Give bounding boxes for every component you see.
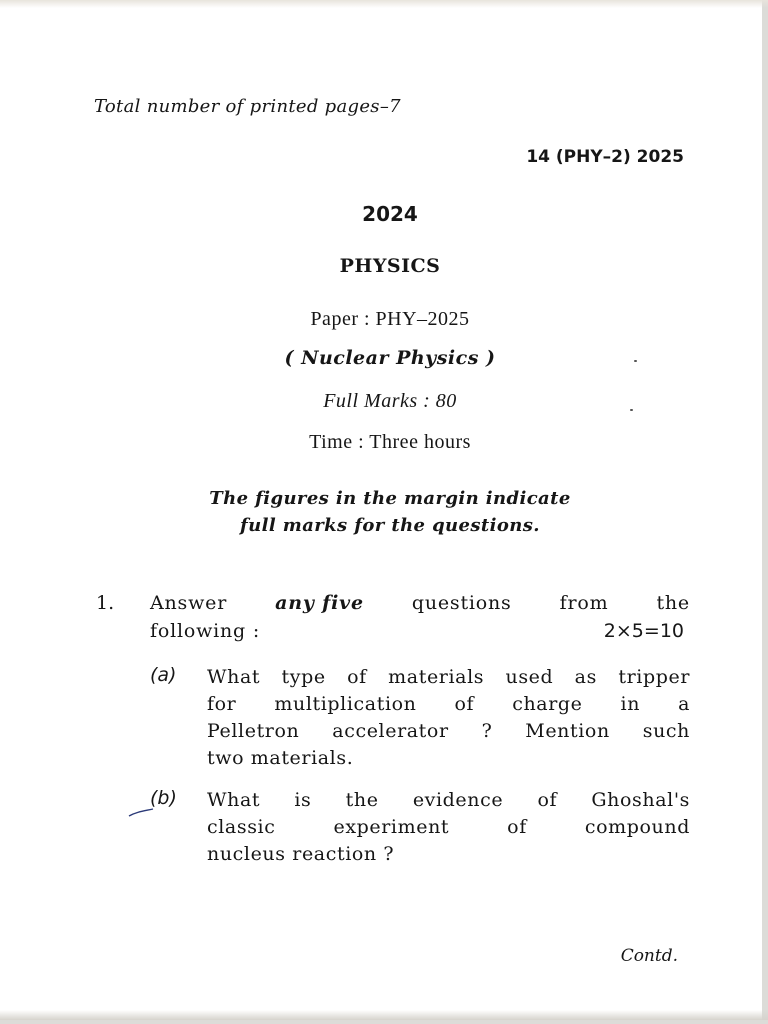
- page-top-shadow: [0, 0, 768, 8]
- question-number: 1.: [96, 592, 115, 614]
- stem-word: from: [559, 592, 609, 614]
- subquestion-a-line: two materials.: [207, 747, 354, 769]
- question-stem-line-2: following :: [150, 620, 261, 642]
- paper-speck: [634, 360, 637, 362]
- time-allowed: Time : Three hours: [309, 431, 471, 453]
- instructions: [0, 485, 768, 539]
- stem-prefix: Answer: [150, 592, 228, 614]
- question-stem-line-1: [150, 592, 690, 614]
- subject-heading: PHYSICS: [339, 255, 441, 277]
- subquestion-a-line: for multiplication of charge in a: [207, 693, 690, 715]
- instruction-line-1: The figures in the margin indicate: [209, 488, 571, 509]
- continued-note: Contd.: [620, 946, 678, 966]
- exam-year: 2024: [362, 202, 418, 226]
- subquestion-a-text: [207, 664, 690, 772]
- subquestion-b-line: nucleus reaction ?: [207, 843, 395, 865]
- subquestion-b-line: classic experiment of compound: [207, 816, 690, 838]
- paper-number: Paper : PHY–2025: [310, 308, 470, 330]
- pen-tick-mark: [128, 808, 154, 818]
- subquestion-b-line: What is the evidence of Ghoshal's: [207, 789, 690, 811]
- paper-speck: [630, 409, 633, 411]
- instruction-line-2: full marks for the questions.: [240, 515, 540, 536]
- subquestion-b-text: [207, 787, 690, 868]
- paper-title: ( Nuclear Physics ): [284, 347, 496, 369]
- subquestion-b-label: (b): [150, 787, 177, 809]
- printed-pages-note: Total number of printed pages–7: [94, 96, 401, 117]
- stem-emphasis: any five: [275, 592, 364, 614]
- paper-code: 14 (PHY–2) 2025: [526, 147, 684, 167]
- stem-word: questions: [411, 592, 512, 614]
- subquestion-a-line: Pelletron accelerator ? Mention such: [207, 720, 690, 742]
- stem-word: the: [656, 592, 690, 614]
- page-bottom-shadow: [0, 1010, 768, 1020]
- question-marks: 2×5=10: [603, 620, 684, 642]
- subquestion-a-label: (a): [150, 664, 177, 686]
- subquestion-a-line: What type of materials used as tripper: [207, 666, 690, 688]
- full-marks: Full Marks : 80: [323, 390, 457, 412]
